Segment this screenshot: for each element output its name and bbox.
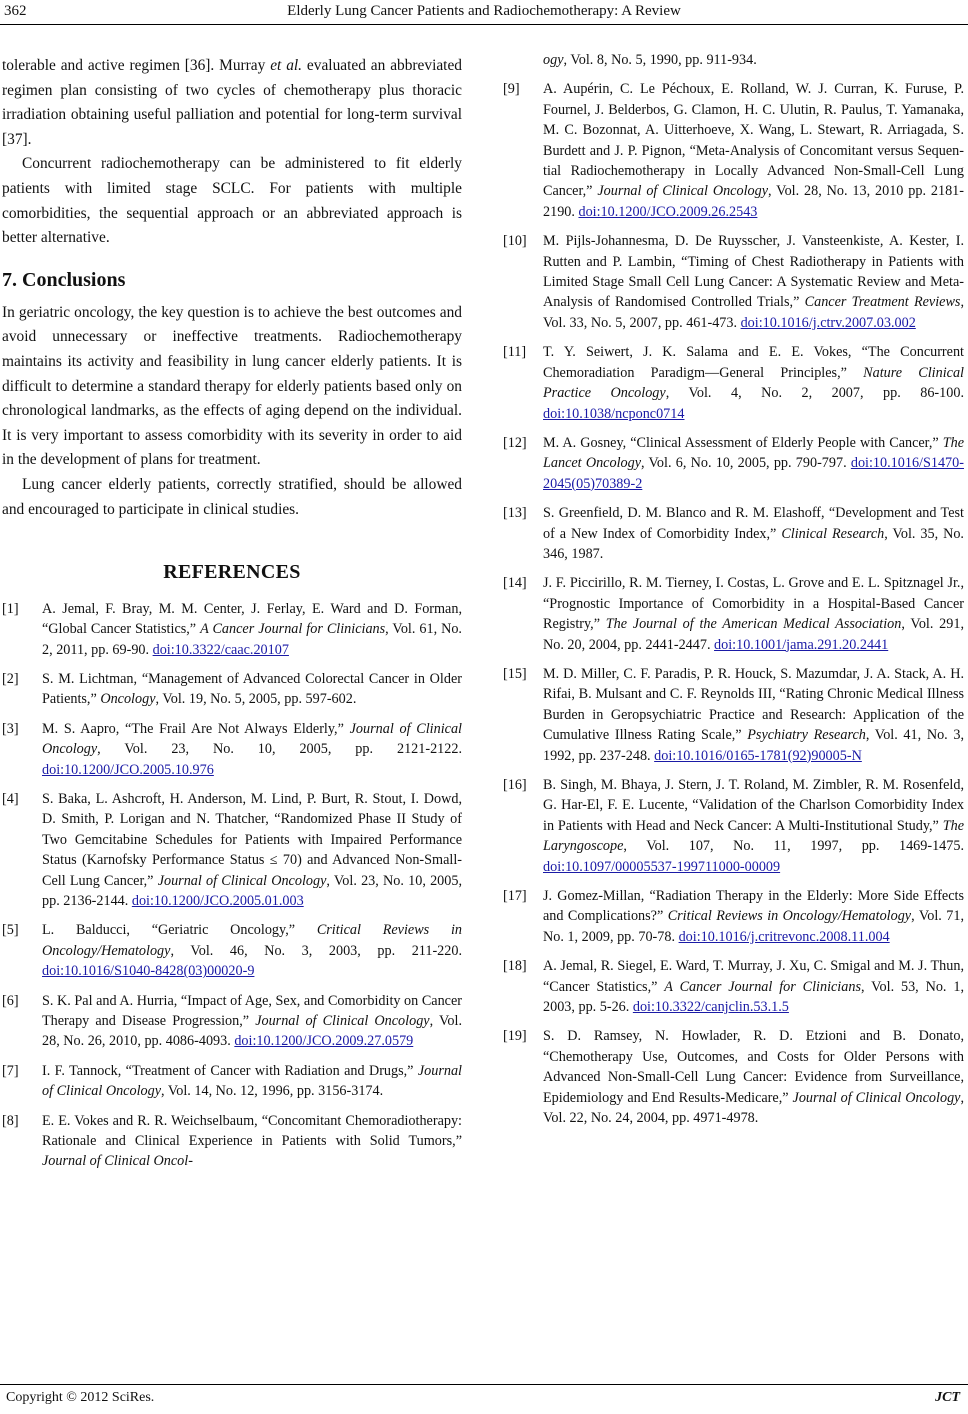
reference-text: T. Y. Seiwert, J. K. Salama and E. E. Vokes, “The Concurrent Chemoradiation Paradigm—General Principles,” Nature Clinical Practice Oncology, Vol. 4, No. 2, 2007, pp. 86-100. doi:10.1038/ncponc0714 [543,344,964,422]
reference-text: E. E. Vokes and R. R. Weichselbaum, “Concomitant Chemoradiotherapy: Rationale and Clinical Experience in Patients with Solid Tumors,” Journal of Clinical Oncol- [42,1112,462,1170]
section-title-conclusions: 7. Conclusions [2,268,126,291]
reference-text: M. D. Miller, C. F. Paradis, P. R. Houck, S. Mazumdar, J. A. Stack, A. H. Rifai, B. Mulsant and C. F. Reynolds III, “Rating Chronic Medical Illness Burden in Geropsychiatric Practice and Research: Application of the Cumulative Illness Rating Scale,” Psychiatry Research, Vol. 41, No. 3, 1992, pp. 237-248. doi:10.1016/0165-1781(92)90005-N [543,665,964,764]
reference-number: [13] [503,505,527,522]
doi-link[interactable]: doi:10.3322/caac.20107 [152,641,289,658]
reference-item [503,775,964,877]
doi-link[interactable]: doi:10.1200/JCO.2005.10.976 [42,761,214,778]
reference-item [503,503,964,564]
reference-number: [5] [2,922,19,939]
doi-link[interactable]: doi:10.1038/ncponc0714 [543,405,685,422]
reference-text: J. F. Piccirillo, R. M. Tierney, I. Costas, L. Grove and E. L. Spitznagel Jr., “Prognostic Importance of Comorbidity in a Hospital-Based Cancer Registry,” The Journal of the American Medical Association, Vol. 291, No. 20, 2004, pp. 2441-2447. doi:10.1001/jama.291.20.2441 [543,575,964,653]
reference-item [503,573,964,655]
doi-link[interactable]: doi:10.1016/S1040-8428(03)00020-9 [42,963,255,980]
reference-number: [7] [2,1062,19,1079]
header-rule [0,24,968,25]
reference-item [2,991,462,1052]
doi-link[interactable]: doi:10.1001/jama.291.20.2441 [714,636,889,653]
reference-text: S. M. Lichtman, “Management of Advanced Colorectal Cancer in Older Patients,” Oncology, Vol. 19, No. 5, 2005, pp. 597-602. [42,670,462,708]
doi-link[interactable]: doi:10.1097/00005537-199711000-00009 [543,858,781,875]
reference-text: S. Baka, L. Ashcroft, H. Anderson, M. Lind, P. Burt, R. Stout, I. Dowd, D. Smith, P. Lorigan and N. Thatcher, “Randomized Phase II Study of Two Gemcitabine Schedules for Patients with Impaired Performance Status (Karnofsky Performance Status ≤ 70) and Advanced Non-Small-Cell Lung Cancer,” Journal of Clinical Oncology, Vol. 23, No. 10, 2005, pp. 2136-2144. doi:10.1200/JCO.2005.01.003 [42,790,462,909]
doi-link[interactable]: doi:10.1200/JCO.2009.26.2543 [578,203,758,220]
reference-number: [19] [503,1028,527,1045]
reference-item [503,433,964,494]
references-title: REFERENCES [163,561,301,584]
reference-number: [18] [503,958,527,975]
reference-number: [14] [503,575,527,592]
reference-text: S. D. Ramsey, N. Howlader, R. D. Etzioni and B. Donato, “Chemotherapy Use, Outcomes, and Costs for Older Persons with Advanced Non-Small-Cell Lung Cancer: Evidence from Surveillance, Epidemiology and End Results-Medicare,” Journal of Clinical Oncology, Vol. 22, No. 24, 2004, pp. 4971-4978. [543,1028,965,1127]
reference-text: A. Jemal, F. Bray, M. M. Center, J. Ferlay, E. Ward and D. Forman, “Global Cancer Statistics,” A Cancer Journal for Clinicians, Vol. 61, No. 2, 2011, pp. 69-90. doi:10.3322/caac.20107 [42,600,462,658]
reference-number: [16] [503,777,527,793]
footer-rule [0,1384,968,1385]
reference-number: [11] [503,344,527,361]
doi-link[interactable]: doi:10.1200/JCO.2009.27.0579 [234,1033,414,1050]
reference-number: [4] [2,790,19,807]
paragraph-conclusions: In geriatric oncology, the key question is to achieve the best outcomes and avoid unnecessary or ineffective treatments. Radiochemotherapy maintains its activity and feasibility in lung cancer elderly patients. It is difficult to determine a standard therapy for elderly patients based only on chronological landmarks, as the effects of aging depend on the individual. It is very important to assess comorbidity with its severity in order to aid in the development of plans for treatment. [2,303,462,469]
reference-item [503,79,964,222]
reference-item [2,599,462,660]
reference-item [2,920,462,981]
doi-link[interactable]: doi:10.1016/0165-1781(92)90005-N [654,747,862,764]
doi-link[interactable]: doi:10.1016/j.ctrv.2007.03.002 [740,314,916,331]
reference-text: M. A. Gosney, “Clinical Assessment of Elderly People with Cancer,” The Lancet Oncology, Vol. 6, No. 10, 2005, pp. 790-797. doi:10.1016/S1470-2045(05)70389-2 [543,434,964,492]
reference-list-left [2,599,462,1172]
reference-number: [10] [503,233,527,250]
doi-link[interactable]: doi:10.1016/S1470-2045(05)70389-2 [543,455,964,492]
doi-link[interactable]: doi:10.3322/canjclin.53.1.5 [632,999,789,1016]
reference-text: I. F. Tannock, “Treatment of Cancer with Radiation and Drugs,” Journal of Clinical Oncology, Vol. 14, No. 12, 1996, pp. 3156-3174. [42,1062,462,1100]
reference-item [2,719,462,780]
reference-text: S. Greenfield, D. M. Blanco and R. M. Elashoff, “Development and Test of a New Index of Comorbidity Index,” Clinical Research, Vol. 35, No. 346, 1987. [543,505,964,562]
reference-item [2,789,462,911]
reference-item [2,669,462,710]
reference-item [503,664,964,766]
reference-text: M. Pijls-Johannesma, D. De Ruysscher, J. Vansteenkiste, A. Kester, I. Rutten and P. Lambin, “Timing of Chest Radiotherapy in Patients with Limited Stage Small Cell Lung Cancer: A Systematic Review and Meta-Analysis of Randomised Controlled Trials,” Cancer Treatment Reviews, Vol. 33, No. 5, 2007, pp. 461-473. doi:10.1016/j.ctrv.2007.03.002 [543,233,964,331]
reference-item [503,956,964,1017]
reference-item-continued: ogy, Vol. 8, No. 5, 1990, pp. 911-934. [543,52,757,68]
reference-text: S. K. Pal and A. Hurria, “Impact of Age, Sex, and Comorbidity on Cancer Therapy and Disease Progression,” Journal of Clinical Oncology, Vol. 28, No. 26, 2010, pp. 4086-4093. doi:10.1200/JCO.2009.27.0579 [42,992,462,1050]
left-column [2,54,462,1181]
reference-item [2,1111,462,1172]
reference-number: [17] [503,888,527,905]
page-number: 362 [4,3,27,19]
reference-text: B. Singh, M. Bhaya, J. Stern, J. T. Roland, M. Zimbler, R. M. Rosenfeld, G. Har-El, F. E. Lucente, “Validation of the Charlson Comorbidity Index in Patients with Head and Neck Cancer: A Multi-Institutional Study,” The Laryngoscope, Vol. 107, No. 11, 1997, pp. 1469-1475. doi:10.1097/00005537-199711000-00009 [543,777,964,875]
reference-item [503,342,964,424]
paragraph-intro: tolerable and active regimen [36]. Murray et al. evaluated an abbreviated regimen plan consisting of two cycles of chemotherapy plus thoracic irradiation obtaining useful palliation and potential for long-term survival [37]. [2,57,462,148]
copyright: Copyright © 2012 SciRes. [6,1390,155,1405]
reference-number: [1] [2,600,19,617]
reference-number: [9] [503,81,520,98]
reference-item [503,231,964,333]
reference-number: [2] [2,670,19,687]
reference-item [2,1061,462,1102]
doi-link[interactable]: doi:10.1016/j.critrevonc.2008.11.004 [678,928,890,945]
reference-number: [15] [503,665,527,682]
reference-list-right [503,79,964,1128]
running-title: Elderly Lung Cancer Patients and Radiochemotherapy: A Review [287,3,681,19]
reference-item [503,1026,964,1128]
reference-number: [8] [2,1112,19,1129]
reference-number: [3] [2,720,19,737]
right-column [503,50,964,1138]
reference-number: [6] [2,992,19,1009]
paragraph-concurrent: Concurrent radiochemotherapy can be administered to fit elderly patients with limited stage SCLC. For patients with multiple comorbidities, the sequential approach or an abbreviated approach is better alternative. [2,155,462,247]
reference-number: [12] [503,434,527,451]
reference-text: J. Gomez-Millan, “Radiation Therapy in the Elderly: More Side Effects and Complications?” Critical Reviews in Oncology/Hematology, Vol. 71, No. 1, 2009, pp. 70-78. doi:10.1016/j.critrevonc.2008.11.004 [543,888,964,945]
paragraph-participation: Lung cancer elderly patients, correctly stratified, should be allowed and encouraged to participate in clinical studies. [2,475,462,518]
reference-text: A. Jemal, R. Siegel, E. Ward, T. Murray, J. Xu, C. Smigal and M. J. Thun, “Cancer Statistics,” A Cancer Journal for Clinicians, Vol. 53, No. 1, 2003, pp. 5-26. doi:10.3322/canjclin.53.1.5 [543,958,964,1016]
journal-abbrev: JCT [935,1390,960,1405]
doi-link[interactable]: doi:10.1200/JCO.2005.01.003 [131,892,304,909]
reference-item [503,886,964,947]
reference-text: L. Balducci, “Geriatric Oncology,” Critical Reviews in Oncology/Hematology, Vol. 46, No. 3, 2003, pp. 211-220. doi:10.1016/S1040-8428(03)00020-9 [42,922,462,980]
reference-text: M. S. Aapro, “The Frail Are Not Always Elderly,” Journal of Clinical Oncology, Vol. 23, No. 10, 2005, pp. 2121-2122. doi:10.1200/JCO.2005.10.976 [42,720,462,778]
reference-text: A. Aupérin, C. Le Péchoux, E. Rolland, W. J. Curran, K. Furuse, P. Fournel, J. Belderbos, G. Clamon, H. C. Ulutin, R. Paulus, T. Yamanaka, M. C. Bozonnat, A. Uitterhoeve, X. Wang, L. Stewart, R. Arriagada, S. Burdett and J. P. Pignon, “Meta-Analysis of Concomitant versus Sequential Radiochemotherapy in Locally Advanced Non-Small-Cell Lung Cancer,” Journal of Clinical Oncology, Vol. 28, No. 13, 2010 pp. 2181-2190. doi:10.1200/JCO.2009.26.2543 [543,81,964,220]
